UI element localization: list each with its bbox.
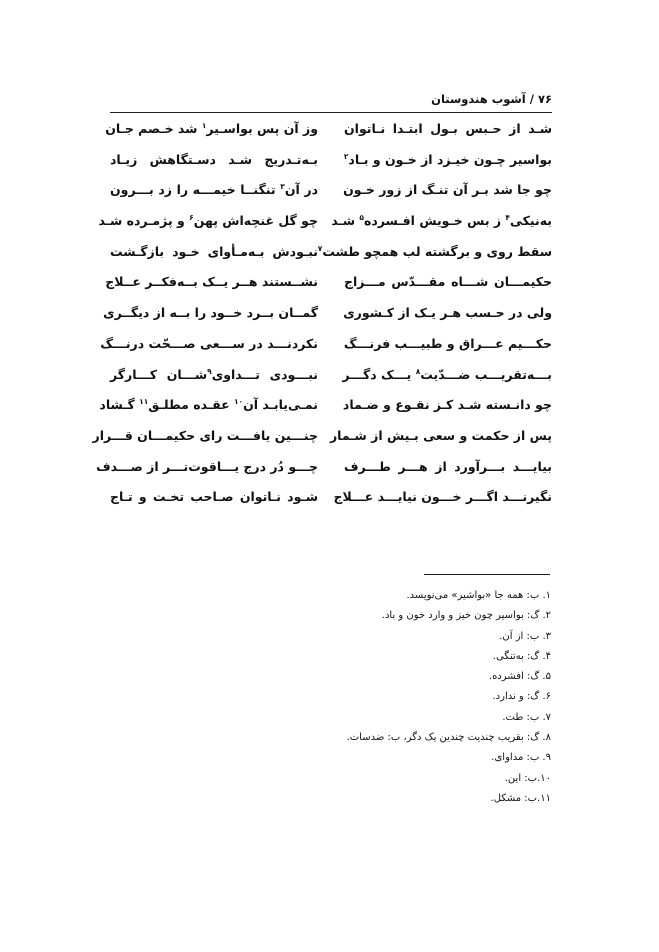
footnote-ref: ۸ bbox=[415, 366, 421, 376]
bayt bbox=[99, 392, 552, 423]
footnote: ۶. گ: و ندارد. bbox=[492, 691, 551, 703]
misra-first: حکیمـــان شـــاه مقـــدّس مـــزاج bbox=[344, 274, 552, 290]
misra-second: نشــستند هــر یــک بــه‌فکــر عــلاج bbox=[105, 274, 318, 290]
footnote-ref: ۳ bbox=[280, 182, 285, 192]
misra-first: ولی در حـسب هـر یـک از کـشوری bbox=[343, 305, 552, 321]
bayt bbox=[92, 423, 552, 454]
running-head: ۷۶ / آشوب هندوستان bbox=[431, 92, 552, 106]
misra-second: نمـی‌یابـد آن$^{۱۰}$ عقـده مطلـق$^{۱۱}$ گـشاد bbox=[99, 397, 318, 413]
footnote-ref: ۶ bbox=[189, 212, 194, 222]
misra-second: نبـــودی تـــداوی$^۹$شـــان کـــارگر bbox=[110, 366, 318, 382]
misra-first: شـد از حـبس بـول ابتـدا نـاتوان bbox=[344, 121, 552, 136]
footnotes bbox=[251, 586, 551, 809]
misra-second: بـه‌تـدریج شـد دسـتگاهش زیـاد bbox=[110, 151, 318, 167]
footnote-ref: ۹ bbox=[207, 366, 212, 376]
footnote-ref: ۱۰ bbox=[233, 397, 244, 407]
misra-first: بواسیر چـون خیـزد از خـون و بـاد$^۲$ bbox=[343, 151, 552, 167]
misra-second: گمــان بــرد خــود را بــه از دیگــری bbox=[103, 305, 318, 321]
footnote-ref: ۱۱ bbox=[139, 397, 149, 407]
footnote-ref: ۴ bbox=[505, 212, 510, 222]
misra-first: بـــه‌تقریـــب ضـــدّیت$^۸$ یـــک دگـــر bbox=[342, 366, 552, 382]
misra-first: چو دانـسته شـد کـز نقـوع و ضـماد bbox=[342, 397, 552, 413]
page-header bbox=[110, 92, 552, 114]
footnote: ۹. ب: مداوای. bbox=[491, 752, 551, 764]
misra-first: بیایـــد بـــرآورد از هـــر طـــرف bbox=[344, 458, 552, 474]
misra-second: چو گل غنچه‌اش پهن$^۶$ و پژمـرده شـد bbox=[98, 212, 318, 229]
footnote: ۴. گ: به‌تنگی. bbox=[492, 650, 551, 662]
misra-first: به‌نیکی$^۴$ ز بس خـویش افـسرده$^۵$ شـد bbox=[331, 212, 552, 229]
misra-second: وز آن پس بواسـیر$^۱$ شد خـصم جـان bbox=[105, 120, 318, 136]
bayt bbox=[110, 484, 552, 515]
misra-first: حکـــیم عـــراق و طبیـــب فرنـــگ bbox=[343, 335, 552, 351]
footnote: ۱۱.ب: مشکل. bbox=[490, 792, 551, 804]
bayt bbox=[110, 147, 552, 178]
bayt bbox=[100, 331, 552, 362]
bayt bbox=[96, 454, 552, 485]
misra-second: نبـودش بـه‌مـأوای خـود بازگـشت bbox=[110, 243, 318, 259]
footnote: ۳. ب: از آن. bbox=[499, 630, 551, 642]
misra-second: چـــو دُر درج یـــاقوت‌تـــر از صـــدف bbox=[96, 458, 318, 474]
misra-second: در آن$^۳$ تنگنــا خیمـــه را زد بـــرون bbox=[110, 182, 318, 198]
footnote: ۷. ب: طت. bbox=[502, 711, 551, 723]
misra-first: چو جا شد بـر آن تنـگ از زور خـون bbox=[343, 182, 552, 198]
misra-first: پس از حکمت و سعی بـیش از شـمار bbox=[329, 427, 552, 443]
misra-second: چنـــین یافـــت رای حکیمـــان قـــرار bbox=[92, 427, 318, 443]
bayt bbox=[105, 116, 552, 147]
footnote-rule bbox=[424, 574, 550, 575]
footnote: ۲. گ: بواسیر چون خیز و وارد خون و باد. bbox=[381, 610, 551, 622]
bayt bbox=[110, 362, 552, 393]
misra-first: نگیرنـــد اگـــر خـــون نیایـــد عـــلاج bbox=[333, 489, 552, 505]
bayt bbox=[105, 269, 552, 300]
bayt bbox=[98, 208, 552, 239]
misra-second: شـود نـاتوان صـاحب تخـت و تـاج bbox=[110, 489, 318, 505]
misra-second: نکردنـــد در ســـعی صـــحّت درنـــگ bbox=[100, 335, 318, 351]
footnote: ۱. ب: همه جا «بواشیر» می‌نویسد. bbox=[406, 590, 551, 601]
footnote: ۸. گ: بقریب چندیت چندین یک دگر، ب: ضدسات. bbox=[346, 732, 551, 744]
footnote: ۵. گ: افشرده. bbox=[488, 671, 551, 683]
footnote-ref: ۵ bbox=[359, 212, 364, 222]
bayt bbox=[110, 177, 552, 208]
bayt bbox=[103, 300, 552, 331]
header-rule bbox=[110, 112, 552, 113]
verse-block bbox=[92, 116, 552, 515]
footnote: ۱۰.ب: این. bbox=[504, 772, 551, 784]
misra-first: سقط روی و برگشته لب همچو طشت$^۷$ bbox=[317, 243, 552, 259]
footnote-ref: ۱ bbox=[201, 120, 207, 130]
footnote-ref: ۲ bbox=[343, 151, 349, 161]
bayt bbox=[110, 239, 552, 270]
footnote-ref: ۷ bbox=[317, 243, 323, 253]
